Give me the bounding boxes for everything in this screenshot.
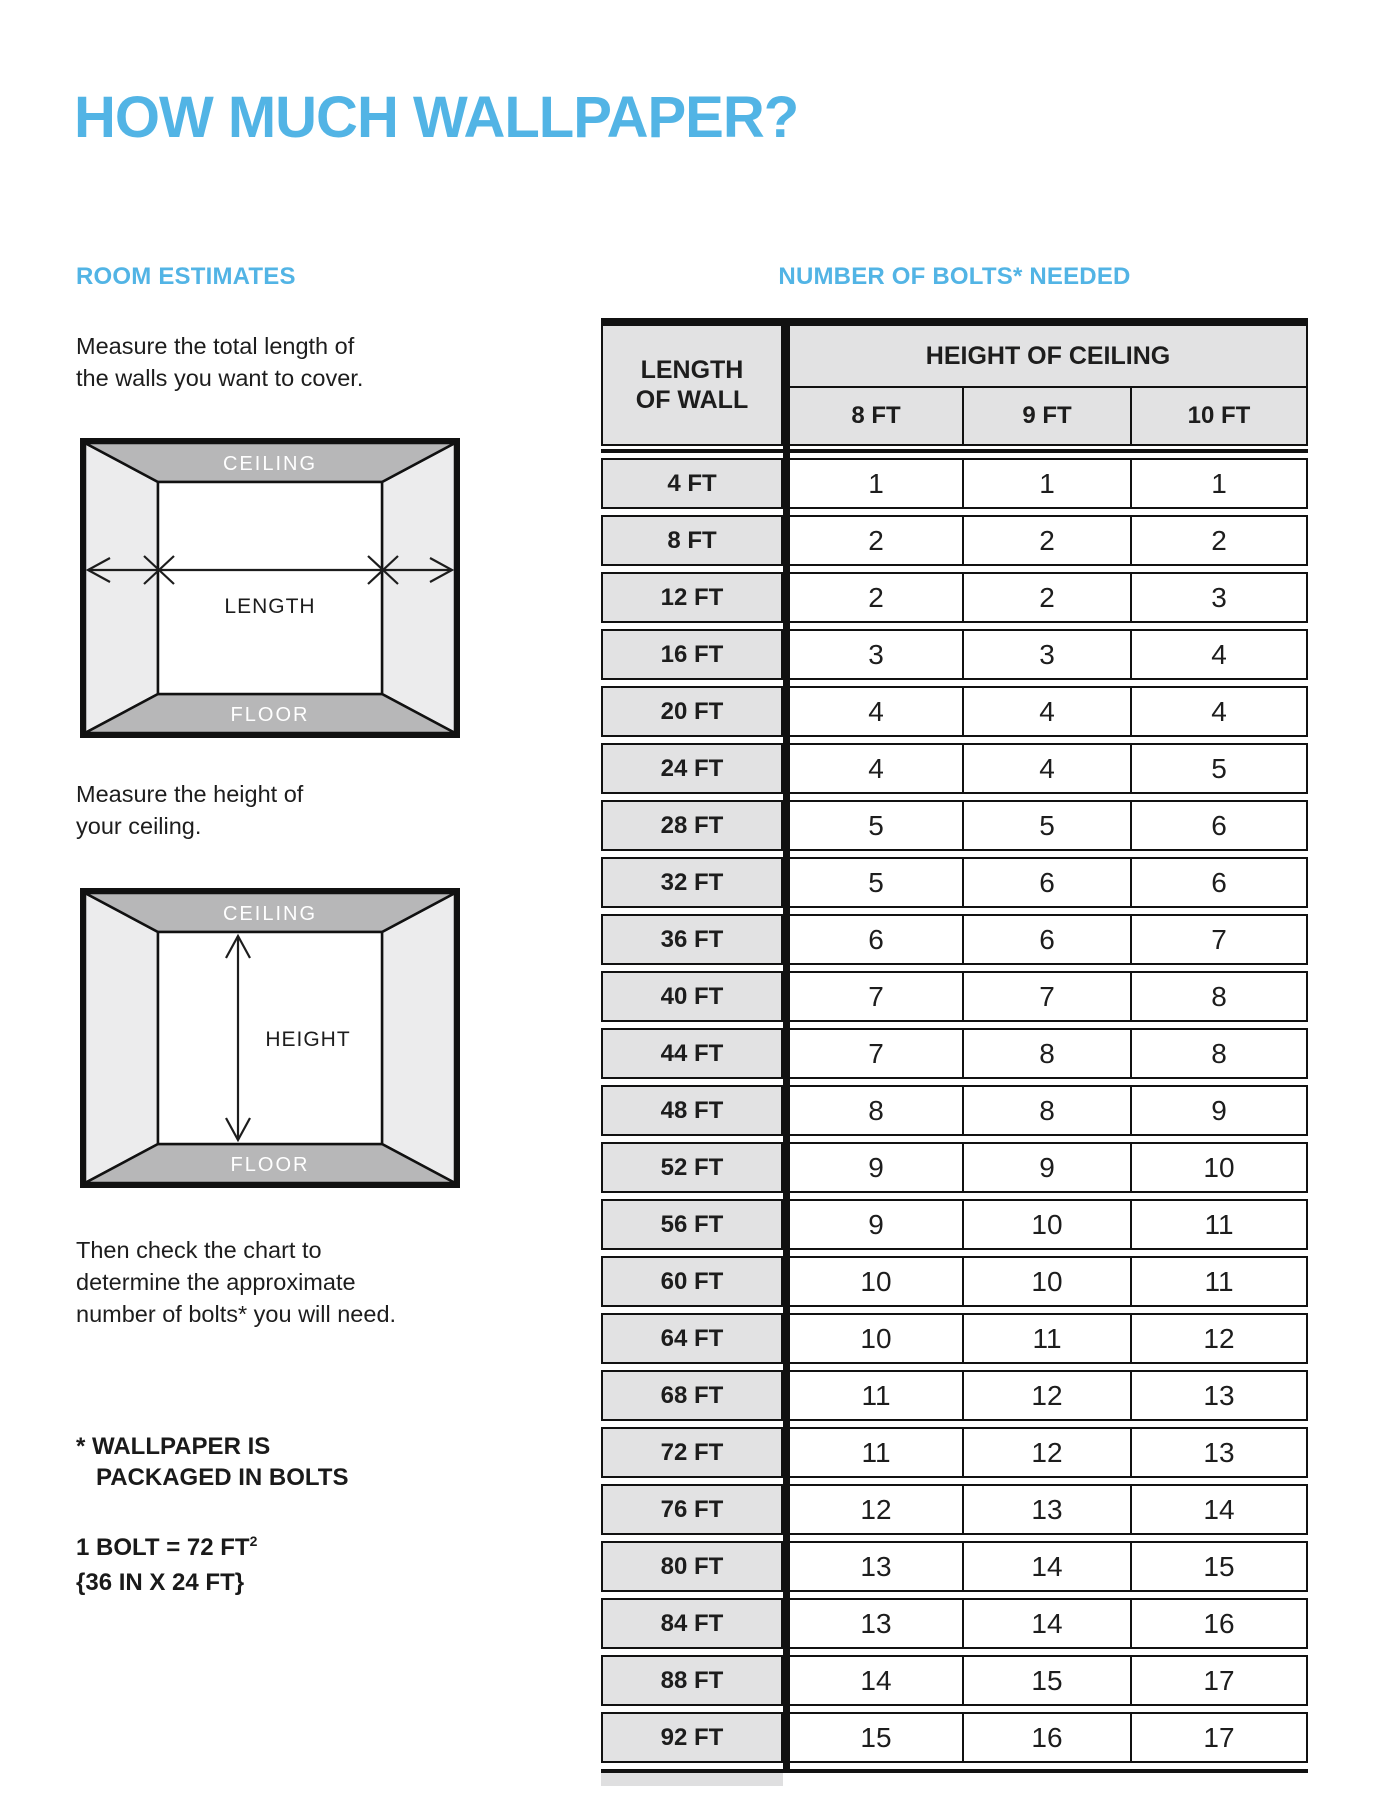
value-cell-8ft: 14	[790, 1655, 964, 1706]
page-title: HOW MUCH WALLPAPER?	[74, 85, 799, 150]
value-cell-9ft: 9	[964, 1142, 1132, 1193]
value-cell-10ft: 7	[1132, 914, 1308, 965]
row-label-cell: 32 FT	[601, 857, 783, 908]
value-cell-9ft: 12	[964, 1370, 1132, 1421]
value-cell-8ft: 2	[790, 572, 964, 623]
value-cell-8ft: 9	[790, 1199, 964, 1250]
paragraph-line: number of bolts* you will need.	[76, 1301, 397, 1327]
value-cell-9ft: 15	[964, 1655, 1132, 1706]
value-cell-9ft: 1	[964, 458, 1132, 509]
value-cell-9ft: 2	[964, 515, 1132, 566]
table-row	[601, 572, 1308, 623]
row-label-cell: 16 FT	[601, 629, 783, 680]
value-cell-9ft: 2	[964, 572, 1132, 623]
row-label-cell: 60 FT	[601, 1256, 783, 1307]
room-perspective-drawing	[80, 888, 460, 1188]
room-length-diagram	[80, 438, 460, 738]
value-cell-8ft: 4	[790, 743, 964, 794]
value-cell-10ft: 1	[1132, 458, 1308, 509]
table-row	[601, 1712, 1308, 1763]
value-cell-10ft: 4	[1132, 686, 1308, 737]
table-row	[601, 914, 1308, 965]
bolts-table	[601, 318, 1308, 1786]
value-cell-9ft: 10	[964, 1199, 1132, 1250]
value-cell-10ft: 6	[1132, 800, 1308, 851]
value-cell-10ft: 5	[1132, 743, 1308, 794]
bolt-equation	[76, 1524, 257, 1600]
table-row	[601, 1085, 1308, 1136]
row-label-cell: 88 FT	[601, 1655, 783, 1706]
value-cell-9ft: 16	[964, 1712, 1132, 1763]
column-header-10ft: 10 FT	[1132, 388, 1308, 446]
table-row	[601, 1370, 1308, 1421]
value-cell-8ft: 10	[790, 1256, 964, 1307]
value-cell-9ft: 13	[964, 1484, 1132, 1535]
header-line: LENGTH	[640, 356, 744, 384]
value-cell-10ft: 6	[1132, 857, 1308, 908]
ceiling-label: CEILING	[222, 903, 318, 925]
value-cell-8ft: 3	[790, 629, 964, 680]
value-cell-10ft: 13	[1132, 1427, 1308, 1478]
table-row	[601, 629, 1308, 680]
value-cell-9ft: 6	[964, 857, 1132, 908]
label-column-stub	[601, 1773, 783, 1786]
value-cell-9ft: 10	[964, 1256, 1132, 1307]
table-row	[601, 1598, 1308, 1649]
row-label-cell: 8 FT	[601, 515, 783, 566]
bolts-needed-heading: NUMBER OF BOLTS* NEEDED	[778, 263, 1131, 290]
column-header-8ft: 8 FT	[790, 388, 964, 446]
value-cell-9ft: 8	[964, 1085, 1132, 1136]
value-cell-9ft: 6	[964, 914, 1132, 965]
floor-label: FLOOR	[230, 704, 310, 726]
value-cell-10ft: 8	[1132, 1028, 1308, 1079]
table-row	[601, 971, 1308, 1022]
back-wall	[158, 482, 382, 694]
bolt-equation-line	[76, 1524, 257, 1565]
value-cell-9ft: 5	[964, 800, 1132, 851]
footnote-line: PACKAGED IN BOLTS	[96, 1464, 349, 1491]
room-perspective-drawing	[80, 438, 460, 738]
room-estimates-heading: ROOM ESTIMATES	[76, 263, 296, 290]
table-top-border	[601, 318, 1308, 326]
row-label-cell: 36 FT	[601, 914, 783, 965]
value-cell-10ft: 2	[1132, 515, 1308, 566]
value-cell-9ft: 4	[964, 743, 1132, 794]
table-row	[601, 458, 1308, 509]
label-column-divider	[783, 318, 790, 1773]
floor-label: FLOOR	[230, 1154, 310, 1176]
value-cell-8ft: 13	[790, 1541, 964, 1592]
check-chart-paragraph	[76, 1234, 396, 1330]
row-label-cell: 84 FT	[601, 1598, 783, 1649]
value-cell-8ft: 6	[790, 914, 964, 965]
row-label-cell: 52 FT	[601, 1142, 783, 1193]
height-of-ceiling-header: HEIGHT OF CEILING	[790, 326, 1308, 388]
value-cell-10ft: 3	[1132, 572, 1308, 623]
bolts-footnote	[76, 1431, 348, 1493]
row-label-cell: 64 FT	[601, 1313, 783, 1364]
bolt-equation-text: 1 BOLT = 72 FT	[76, 1534, 250, 1561]
value-cell-10ft: 4	[1132, 629, 1308, 680]
paragraph-line: determine the approximate	[76, 1269, 356, 1295]
length-dimension-label: LENGTH	[224, 595, 316, 618]
value-cell-9ft: 4	[964, 686, 1132, 737]
table-row	[601, 686, 1308, 737]
value-cell-10ft: 17	[1132, 1655, 1308, 1706]
value-cell-10ft: 13	[1132, 1370, 1308, 1421]
ceiling-height-header-group	[790, 326, 1308, 446]
column-header-9ft: 9 FT	[964, 388, 1132, 446]
value-cell-9ft: 7	[964, 971, 1132, 1022]
ceiling-label: CEILING	[222, 453, 318, 475]
measure-length-paragraph	[76, 330, 363, 394]
value-cell-8ft: 11	[790, 1427, 964, 1478]
length-of-wall-header	[601, 326, 783, 446]
value-cell-8ft: 1	[790, 458, 964, 509]
value-cell-8ft: 12	[790, 1484, 964, 1535]
length-of-wall-header-text	[636, 355, 748, 415]
value-cell-8ft: 15	[790, 1712, 964, 1763]
table-row	[601, 1256, 1308, 1307]
value-cell-9ft: 11	[964, 1313, 1132, 1364]
value-cell-10ft: 15	[1132, 1541, 1308, 1592]
value-cell-8ft: 2	[790, 515, 964, 566]
ceiling-height-diagram	[80, 888, 460, 1188]
value-cell-8ft: 9	[790, 1142, 964, 1193]
value-cell-10ft: 17	[1132, 1712, 1308, 1763]
value-cell-9ft: 14	[964, 1541, 1132, 1592]
paragraph-line: Measure the height of	[76, 781, 304, 807]
table-row	[601, 743, 1308, 794]
left-wall	[85, 443, 158, 733]
right-wall	[382, 893, 455, 1183]
column-headers-row	[790, 388, 1308, 446]
measure-height-paragraph	[76, 778, 303, 842]
row-label-cell: 80 FT	[601, 1541, 783, 1592]
paragraph-line: the walls you want to cover.	[76, 365, 364, 391]
row-label-cell: 56 FT	[601, 1199, 783, 1250]
value-cell-10ft: 16	[1132, 1598, 1308, 1649]
value-cell-10ft: 10	[1132, 1142, 1308, 1193]
row-label-cell: 76 FT	[601, 1484, 783, 1535]
table-header	[601, 326, 1308, 446]
row-label-cell: 40 FT	[601, 971, 783, 1022]
row-label-cell: 4 FT	[601, 458, 783, 509]
right-wall	[382, 443, 455, 733]
footnote-line: * WALLPAPER IS	[76, 1433, 271, 1460]
value-cell-9ft: 12	[964, 1427, 1132, 1478]
row-label-cell: 48 FT	[601, 1085, 783, 1136]
value-cell-8ft: 8	[790, 1085, 964, 1136]
value-cell-8ft: 10	[790, 1313, 964, 1364]
row-label-cell: 68 FT	[601, 1370, 783, 1421]
row-label-cell: 92 FT	[601, 1712, 783, 1763]
table-row	[601, 1655, 1308, 1706]
value-cell-8ft: 11	[790, 1370, 964, 1421]
table-row	[601, 800, 1308, 851]
value-cell-10ft: 14	[1132, 1484, 1308, 1535]
bolt-equation-superscript: 2	[249, 1533, 258, 1549]
paragraph-line: Measure the total length of	[76, 333, 355, 359]
value-cell-8ft: 7	[790, 971, 964, 1022]
row-label-cell: 20 FT	[601, 686, 783, 737]
value-cell-10ft: 8	[1132, 971, 1308, 1022]
table-row	[601, 515, 1308, 566]
table-row	[601, 1142, 1308, 1193]
table-row	[601, 1541, 1308, 1592]
value-cell-8ft: 5	[790, 800, 964, 851]
value-cell-10ft: 9	[1132, 1085, 1308, 1136]
row-label-cell: 12 FT	[601, 572, 783, 623]
value-cell-9ft: 14	[964, 1598, 1132, 1649]
table-row	[601, 1028, 1308, 1079]
bolt-dimensions-line: {36 IN X 24 FT}	[76, 1569, 245, 1596]
row-label-cell: 72 FT	[601, 1427, 783, 1478]
row-label-cell: 28 FT	[601, 800, 783, 851]
table-rows	[601, 458, 1308, 1763]
header-bottom-rule	[601, 449, 1308, 453]
height-dimension-label: HEIGHT	[265, 1028, 351, 1051]
value-cell-8ft: 4	[790, 686, 964, 737]
table-row	[601, 1313, 1308, 1364]
table-row	[601, 857, 1308, 908]
value-cell-10ft: 11	[1132, 1256, 1308, 1307]
value-cell-9ft: 3	[964, 629, 1132, 680]
table-row	[601, 1199, 1308, 1250]
value-cell-9ft: 8	[964, 1028, 1132, 1079]
header-line: OF WALL	[635, 386, 749, 414]
value-cell-10ft: 11	[1132, 1199, 1308, 1250]
value-cell-8ft: 7	[790, 1028, 964, 1079]
table-row	[601, 1484, 1308, 1535]
table-row	[601, 1427, 1308, 1478]
paragraph-line: Then check the chart to	[76, 1237, 322, 1263]
value-cell-8ft: 13	[790, 1598, 964, 1649]
row-label-cell: 24 FT	[601, 743, 783, 794]
value-cell-8ft: 5	[790, 857, 964, 908]
value-cell-10ft: 12	[1132, 1313, 1308, 1364]
row-label-cell: 44 FT	[601, 1028, 783, 1079]
left-wall	[85, 893, 158, 1183]
paragraph-line: your ceiling.	[76, 813, 202, 839]
